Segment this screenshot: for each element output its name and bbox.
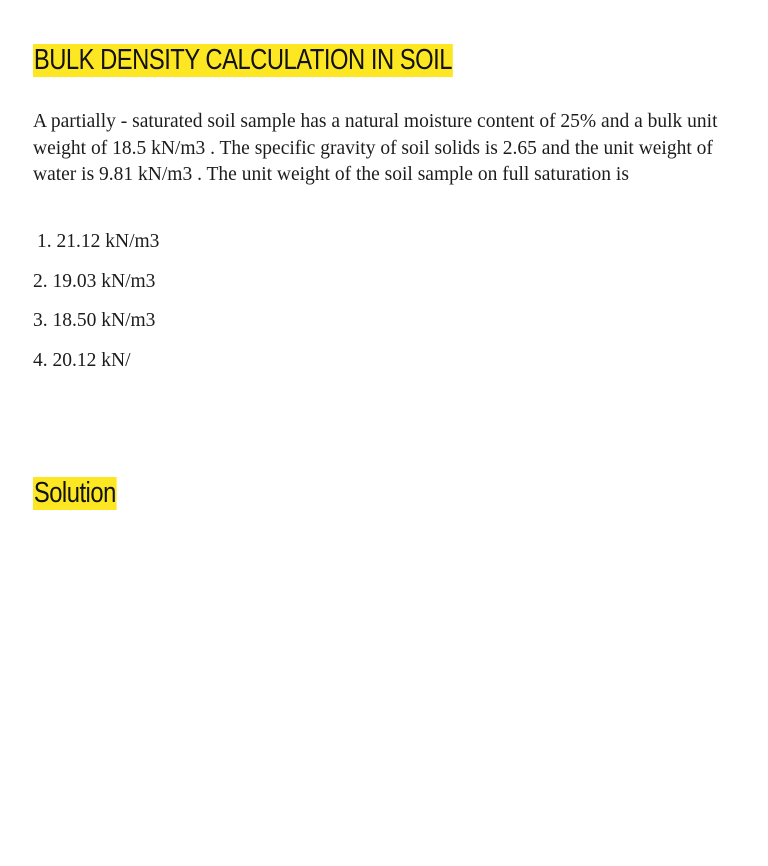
option-2: 2. 19.03 kN/m3 (33, 270, 156, 292)
solution-heading: Solution (33, 477, 116, 509)
page-title: BULK DENSITY CALCULATION IN SOIL (33, 44, 452, 76)
title-block (33, 44, 545, 77)
question-text: A partially - saturated soil sample has a natural moisture content of 25% and a bulk unit weight of 18.5 kN/m3 . The specific gravity of soil solids is 2.65 and the unit weight of water is 9.81 kN/m3 . The unit weight of the soil sample on full saturation is (33, 111, 718, 185)
answer-options (33, 229, 159, 387)
option-1: 1. 21.12 kN/m3 (37, 231, 160, 252)
option-3: 3. 18.50 kN/m3 (33, 310, 156, 331)
solution-block (33, 477, 135, 510)
option-4: 4. 20.12 kN/ (33, 349, 131, 371)
